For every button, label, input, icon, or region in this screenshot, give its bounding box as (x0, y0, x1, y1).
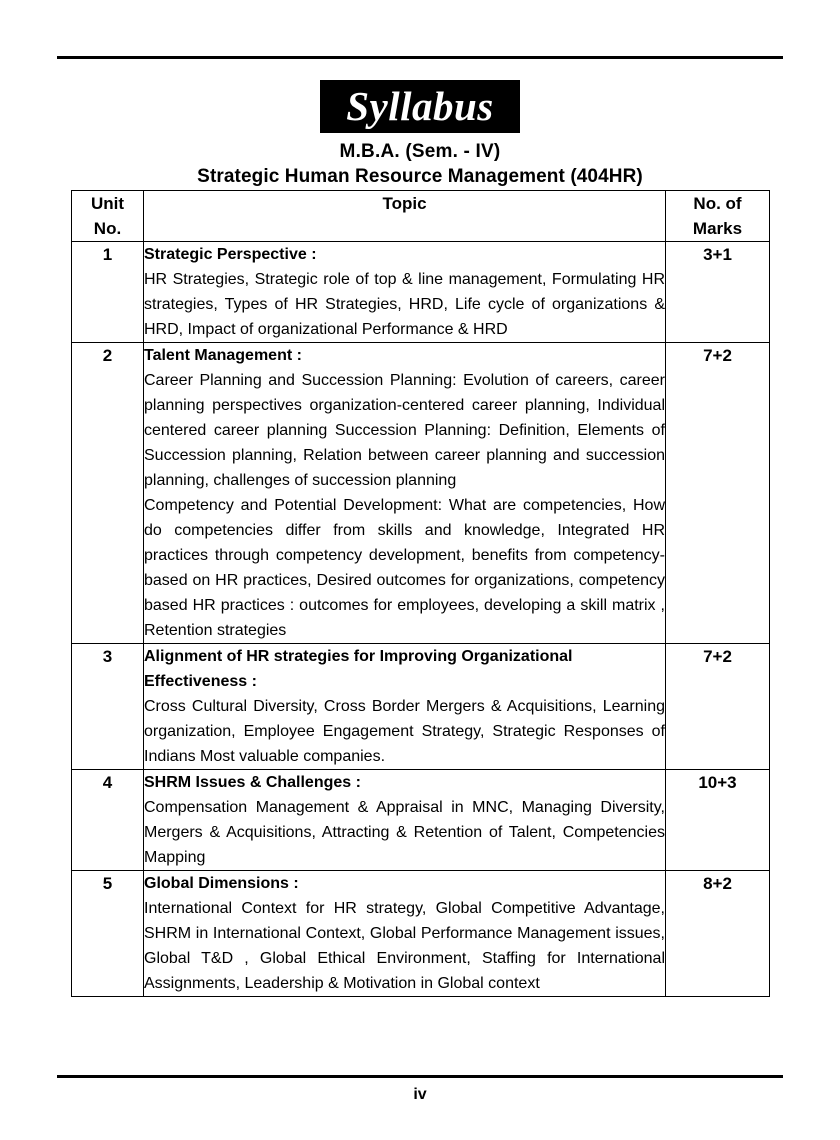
unit-topic-paragraph: Compensation Management & Appraisal in MNC, Managing Diversity, Mergers & Acquisitions, Attracting & Retention of Talent, Competencies Mapping (144, 799, 665, 866)
unit-topic (144, 242, 666, 343)
syllabus-table (71, 190, 770, 997)
unit-number: 2 (72, 343, 144, 644)
unit-number: 4 (72, 770, 144, 871)
unit-topic-paragraph: Cross Cultural Diversity, Cross Border Mergers & Acquisitions, Learning organization, Employee Engagement Strategy, Strategic Responses of Indians Most valuable companies. (144, 698, 665, 765)
unit-topic (144, 644, 666, 770)
unit-number: 3 (72, 644, 144, 770)
unit-marks: 7+2 (666, 644, 770, 770)
table-row (72, 770, 770, 871)
unit-marks: 7+2 (666, 343, 770, 644)
syllabus-banner (320, 80, 520, 133)
unit-topic-paragraph: International Context for HR strategy, Global Competitive Advantage, SHRM in International Context, Global Performance Management issues, Global T&D , Global Ethical Environment, Staffing for International Assignments, Leadership & Motivation in Global context (144, 900, 665, 992)
unit-topic-heading: Global Dimensions : (144, 875, 299, 892)
unit-topic-paragraph: Competency and Potential Development: What are competencies, How do competencies differ from skills and knowledge, Integrated HR practices through competency development, benefits from competency-based on HR practices, Desired outcomes for organizations, competency based HR practices : outcomes for employees, developing a skill matrix , Retention strategies (144, 497, 665, 639)
unit-marks: 8+2 (666, 871, 770, 997)
table-row (72, 871, 770, 997)
unit-topic (144, 343, 666, 644)
unit-topic-heading: Talent Management : (144, 347, 302, 364)
unit-marks: 3+1 (666, 242, 770, 343)
header-marks-line1: No. of (693, 194, 742, 213)
banner-title: Syllabus (346, 83, 494, 129)
unit-topic (144, 770, 666, 871)
table-row (72, 343, 770, 644)
course-title: Strategic Human Resource Management (404HR) (197, 166, 643, 187)
header-unit-no (72, 191, 144, 242)
unit-number: 5 (72, 871, 144, 997)
unit-number: 1 (72, 242, 144, 343)
program-title: M.B.A. (Sem. - IV) (339, 141, 501, 162)
unit-marks: 10+3 (666, 770, 770, 871)
table-row (72, 644, 770, 770)
unit-topic-heading: Strategic Perspective : (144, 246, 317, 263)
unit-topic-heading: Alignment of HR strategies for Improving Organizational Effectiveness : (144, 648, 573, 690)
unit-topic-paragraph: Career Planning and Succession Planning: Evolution of careers, career planning perspectives organization-centered career planning, Individual centered career planning Succession Planning: Definition, Elements of Succession planning, Relation between career planning and succession planning, challenges of succession planning (144, 372, 665, 489)
header-marks-line2: Marks (692, 219, 743, 238)
header-unit-line1: Unit (90, 194, 125, 213)
header-unit-line2: No. (93, 219, 122, 238)
unit-topic-paragraph: HR Strategies, Strategic role of top & line management, Formulating HR strategies, Types of HR Strategies, HRD, Life cycle of organizations & HRD, Impact of organizational Performance & HRD (144, 271, 665, 338)
header-no-of-marks (666, 191, 770, 242)
table-header-row (72, 191, 770, 242)
header-topic: Topic (144, 191, 666, 242)
page-number: iv (413, 1086, 427, 1103)
header-divider (57, 56, 783, 59)
table-row (72, 242, 770, 343)
unit-topic-heading: SHRM Issues & Challenges : (144, 774, 361, 791)
unit-topic (144, 871, 666, 997)
footer-divider (57, 1075, 783, 1078)
